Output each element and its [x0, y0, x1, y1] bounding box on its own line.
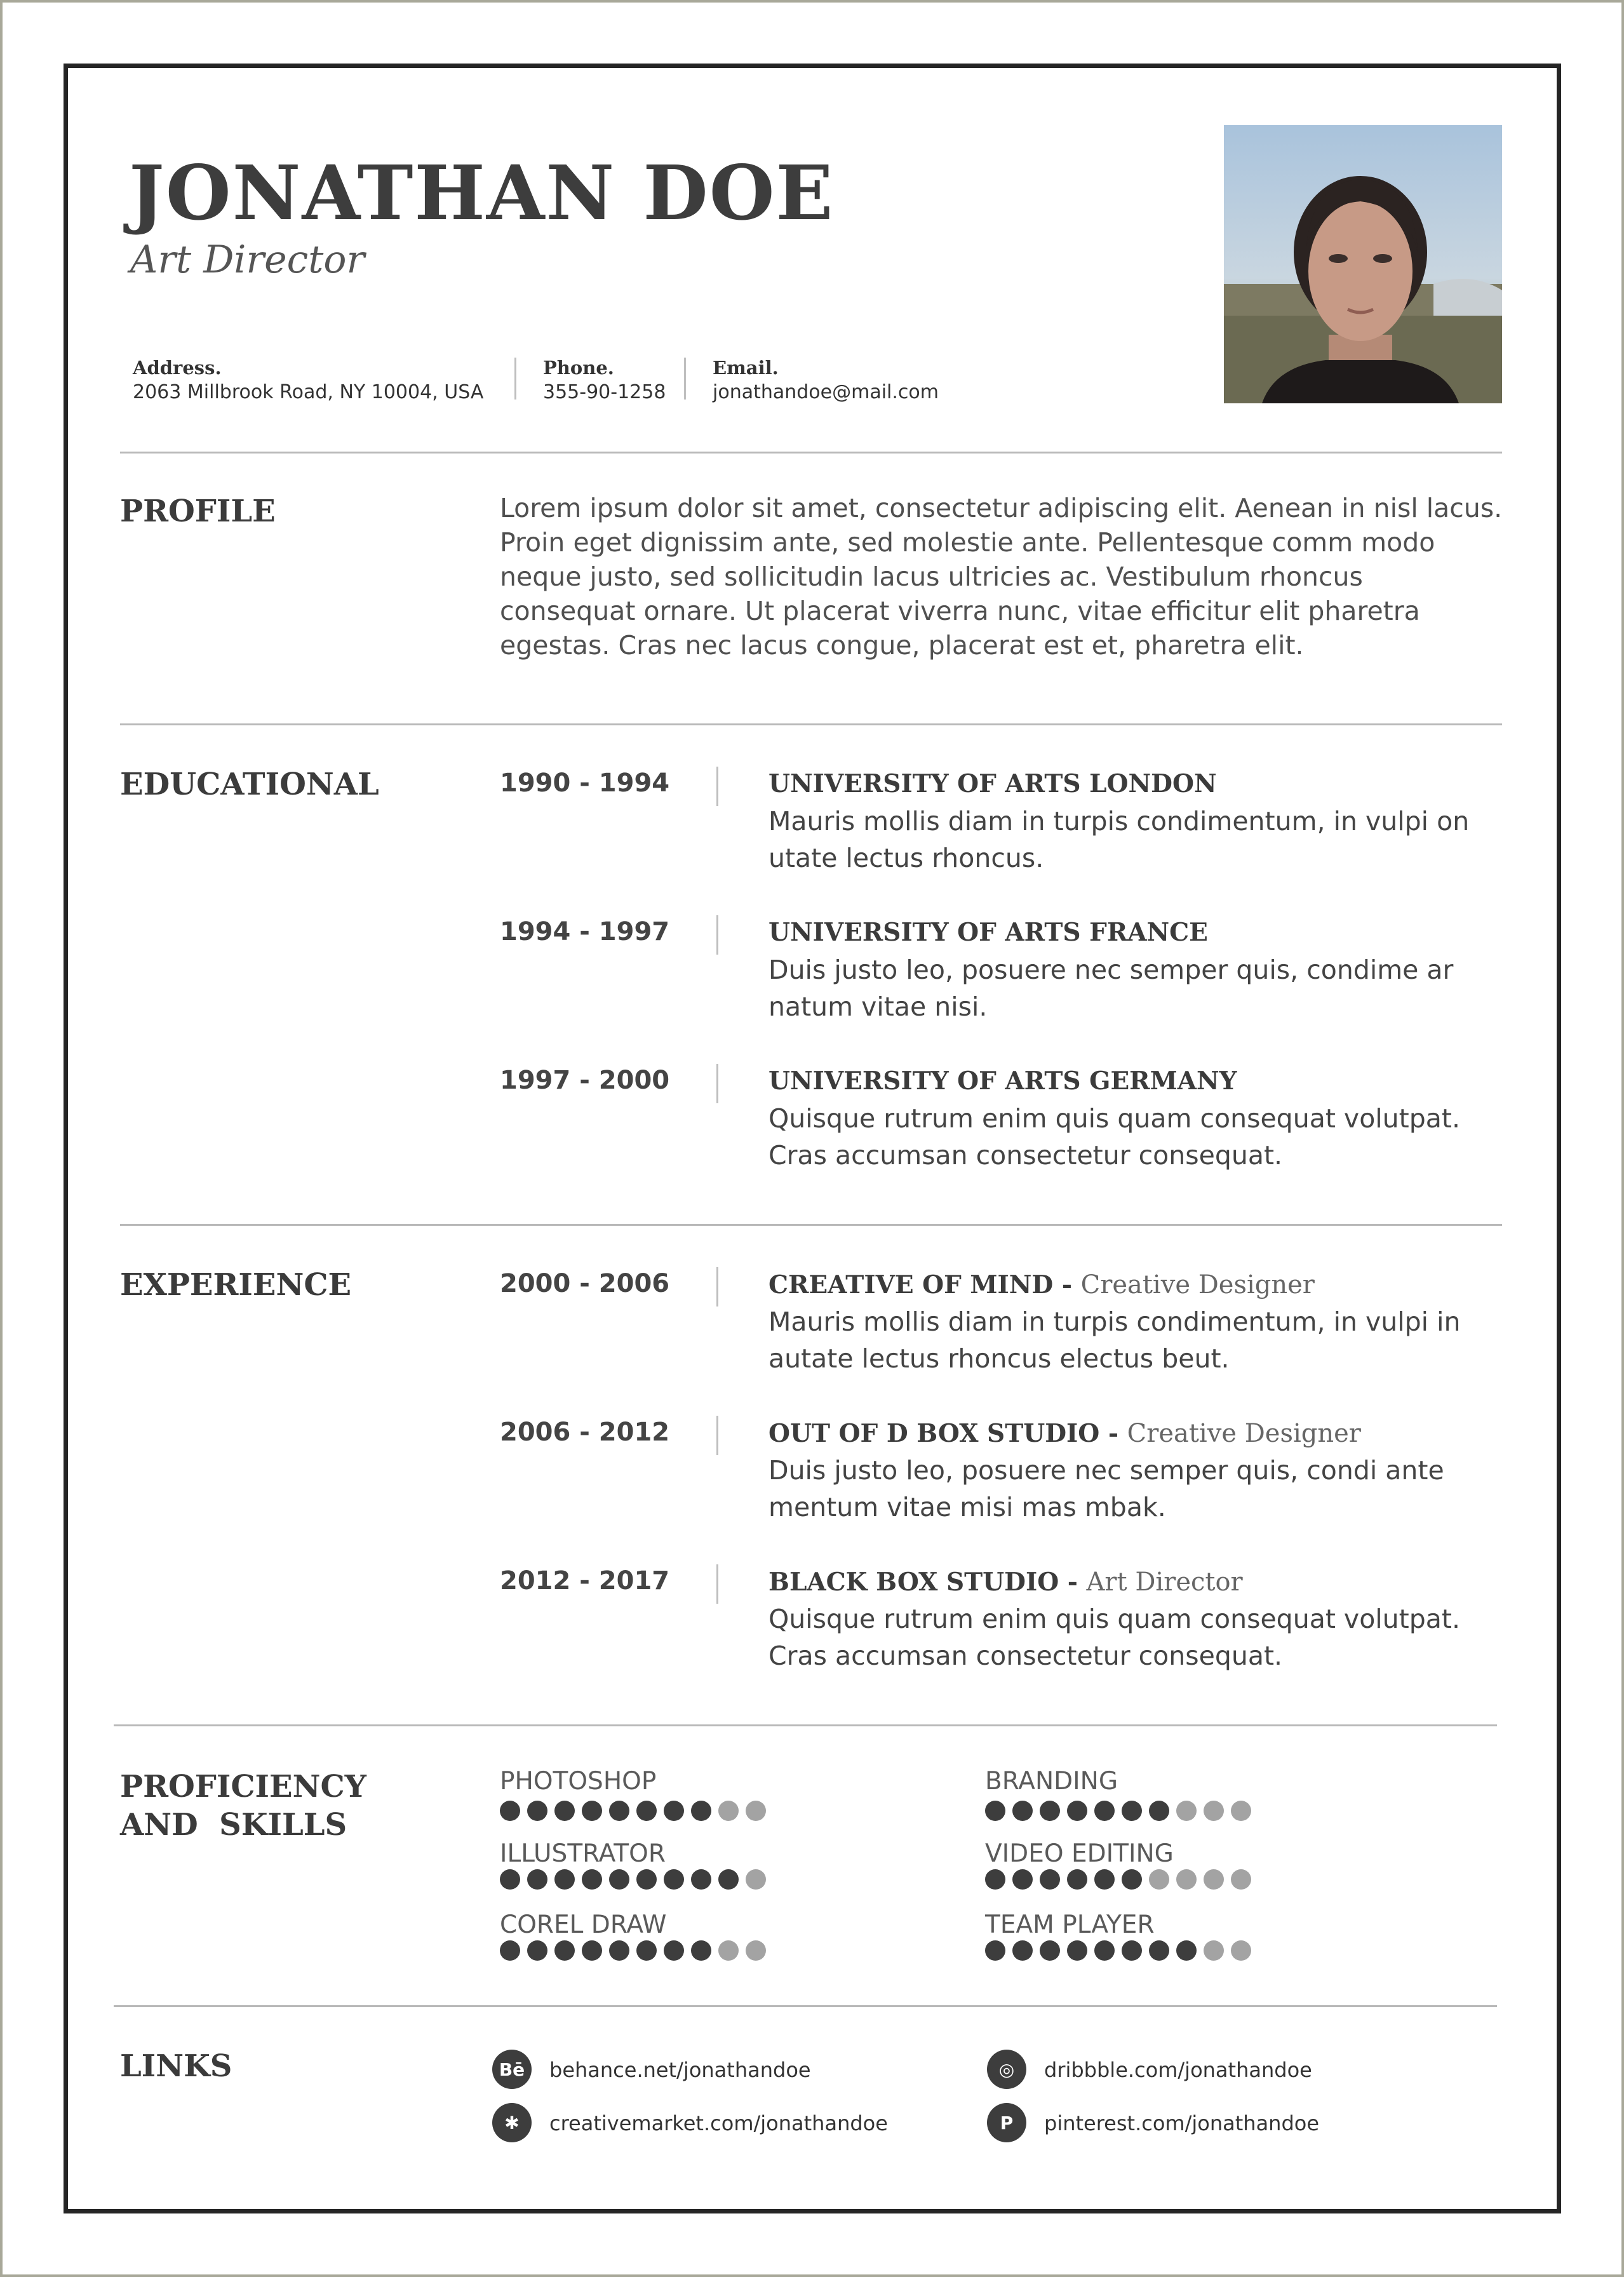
- rating-dot-filled: [1094, 1940, 1115, 1961]
- skill-name: ILLUSTRATOR: [500, 1839, 666, 1868]
- creativemarket-link[interactable]: creativemarket.com/jonathandoe: [549, 2111, 888, 2135]
- rating-dot-filled: [1094, 1869, 1115, 1890]
- company-name: OUT OF D BOX STUDIO -: [768, 1419, 1119, 1448]
- skill-name: BRANDING: [985, 1767, 1118, 1796]
- behance-link[interactable]: behance.net/jonathandoe: [549, 2058, 811, 2082]
- rating-dot-filled: [636, 1801, 657, 1821]
- skill-rating: [500, 1940, 766, 1961]
- rating-dot-filled: [1122, 1940, 1142, 1961]
- education-school: UNIVERSITY OF ARTS GERMANY: [768, 1066, 1237, 1096]
- rating-dot-filled: [554, 1801, 575, 1821]
- rating-dot-filled: [636, 1869, 657, 1890]
- rating-dot-filled: [1149, 1940, 1169, 1961]
- rating-dot-filled: [582, 1801, 602, 1821]
- experience-desc: Duis justo leo, posuere nec semper quis, condi ante mentum vitae misi mas mbak.: [768, 1455, 1444, 1522]
- rating-dot-filled: [1012, 1869, 1033, 1890]
- experience-years: 2012 - 2017: [500, 1566, 670, 1595]
- experience-years: 2000 - 2006: [500, 1269, 670, 1298]
- job-role: Creative Designer: [1080, 1270, 1315, 1300]
- candidate-role: Art Director: [130, 238, 365, 282]
- rating-dot-filled: [527, 1940, 547, 1961]
- rating-dot-empty: [1204, 1940, 1224, 1961]
- section-divider: [114, 1724, 1497, 1726]
- rating-dot-filled: [527, 1801, 547, 1821]
- section-divider: [120, 723, 1502, 725]
- education-desc: Quisque rutrum enim quis quam consequat volutpat. Cras accumsan consectetur consequat.: [768, 1103, 1460, 1171]
- rating-dot-filled: [691, 1801, 711, 1821]
- entry-divider: [716, 1416, 718, 1455]
- company-name: CREATIVE OF MIND -: [768, 1270, 1073, 1300]
- address-label: Address.: [133, 357, 222, 379]
- rating-dot-empty: [1231, 1801, 1251, 1821]
- experience-company: [768, 1421, 1361, 1446]
- candidate-name: JONATHAN DOE: [129, 149, 835, 237]
- job-role: Art Director: [1086, 1568, 1243, 1597]
- rating-dot-empty: [1176, 1869, 1197, 1890]
- rating-dot-filled: [664, 1801, 684, 1821]
- education-years: 1994 - 1997: [500, 917, 670, 946]
- rating-dot-filled: [985, 1940, 1005, 1961]
- rating-dot-filled: [1067, 1940, 1087, 1961]
- rating-dot-filled: [554, 1940, 575, 1961]
- rating-dot-filled: [664, 1940, 684, 1961]
- experience-heading: EXPERIENCE: [120, 1267, 352, 1303]
- rating-dot-empty: [746, 1869, 766, 1890]
- rating-dot-filled: [500, 1869, 520, 1890]
- rating-dot-filled: [1094, 1801, 1115, 1821]
- rating-dot-filled: [1067, 1801, 1087, 1821]
- rating-dot-filled: [664, 1869, 684, 1890]
- company-name: BLACK BOX STUDIO -: [768, 1568, 1078, 1597]
- experience-desc: Mauris mollis diam in turpis condimentum, in vulpi in autate lectus rhoncus electus beut.: [768, 1306, 1461, 1374]
- skill-rating: [985, 1940, 1251, 1961]
- rating-dot-filled: [500, 1801, 520, 1821]
- rating-dot-filled: [718, 1869, 739, 1890]
- rating-dot-filled: [609, 1869, 629, 1890]
- entry-divider: [716, 767, 718, 806]
- skills-heading-line2: AND SKILLS: [120, 1807, 347, 1843]
- rating-dot-filled: [1040, 1940, 1060, 1961]
- rating-dot-filled: [1012, 1940, 1033, 1961]
- links-heading: LINKS: [120, 2048, 232, 2084]
- phone-value: 355-90-1258: [543, 381, 666, 403]
- rating-dot-filled: [609, 1801, 629, 1821]
- dribbble-icon: ◎: [987, 2050, 1026, 2089]
- experience-company: [768, 1569, 1243, 1595]
- rating-dot-filled: [985, 1801, 1005, 1821]
- skill-name: VIDEO EDITING: [985, 1839, 1174, 1868]
- profile-heading: PROFILE: [120, 494, 276, 529]
- rating-dot-empty: [1204, 1801, 1224, 1821]
- rating-dot-filled: [1122, 1869, 1142, 1890]
- rating-dot-filled: [1149, 1801, 1169, 1821]
- education-heading: EDUCATIONAL: [120, 767, 379, 802]
- profile-photo: [1224, 125, 1502, 403]
- rating-dot-empty: [1149, 1869, 1169, 1890]
- skill-name: COREL DRAW: [500, 1911, 667, 1939]
- skill-rating: [985, 1869, 1251, 1890]
- phone-label: Phone.: [543, 357, 614, 379]
- experience-company: [768, 1272, 1315, 1298]
- rating-dot-filled: [1122, 1801, 1142, 1821]
- rating-dot-empty: [746, 1940, 766, 1961]
- skill-rating: [985, 1801, 1251, 1821]
- behance-icon: Bē: [492, 2050, 532, 2089]
- dribbble-link[interactable]: dribbble.com/jonathandoe: [1044, 2058, 1312, 2082]
- education-years: 1997 - 2000: [500, 1066, 670, 1095]
- skills-heading-line1: PROFICIENCY: [120, 1769, 366, 1804]
- section-divider: [120, 452, 1502, 453]
- rating-dot-empty: [1231, 1869, 1251, 1890]
- education-desc: Duis justo leo, posuere nec semper quis, condime ar natum vitae nisi.: [768, 955, 1454, 1022]
- rating-dot-filled: [985, 1869, 1005, 1890]
- pinterest-link[interactable]: pinterest.com/jonathandoe: [1044, 2111, 1320, 2135]
- skills-heading: [120, 1768, 366, 1844]
- creativemarket-icon: ✱: [492, 2103, 532, 2142]
- section-divider: [120, 1224, 1502, 1226]
- entry-divider: [716, 1564, 718, 1604]
- pinterest-icon: P: [987, 2103, 1026, 2142]
- rating-dot-empty: [718, 1801, 739, 1821]
- contact-divider: [684, 358, 686, 400]
- entry-divider: [716, 1267, 718, 1306]
- rating-dot-filled: [582, 1940, 602, 1961]
- education-years: 1990 - 1994: [500, 769, 670, 798]
- rating-dot-filled: [691, 1940, 711, 1961]
- rating-dot-filled: [1040, 1869, 1060, 1890]
- rating-dot-filled: [527, 1869, 547, 1890]
- rating-dot-empty: [1204, 1869, 1224, 1890]
- skill-rating: [500, 1801, 766, 1821]
- rating-dot-filled: [691, 1869, 711, 1890]
- address-value: 2063 Millbrook Road, NY 10004, USA: [133, 381, 484, 403]
- education-school: UNIVERSITY OF ARTS FRANCE: [768, 918, 1208, 947]
- experience-years: 2006 - 2012: [500, 1418, 670, 1447]
- rating-dot-filled: [636, 1940, 657, 1961]
- rating-dot-empty: [718, 1940, 739, 1961]
- skill-rating: [500, 1869, 766, 1890]
- section-divider: [114, 2005, 1497, 2007]
- email-label: Email.: [713, 357, 779, 379]
- rating-dot-empty: [1176, 1801, 1197, 1821]
- entry-divider: [716, 915, 718, 955]
- rating-dot-filled: [609, 1940, 629, 1961]
- skill-name: TEAM PLAYER: [985, 1911, 1155, 1939]
- rating-dot-filled: [1012, 1801, 1033, 1821]
- experience-desc: Quisque rutrum enim quis quam consequat volutpat. Cras accumsan consectetur consequat.: [768, 1604, 1460, 1671]
- profile-text: Lorem ipsum dolor sit amet, consectetur adipiscing elit. Aenean in nisl lacus. Proin eget dignissim ante, sed molestie ante. Pellentesque comm modo neque justo, sed sollicitudin lacus ultricies ac. Vestibulum rhoncus consequat ornare. Ut placerat viverra nunc, vitae efficitur elit pharetra egestas. Cras nec lacus congue, placerat est et, pharetra elit.: [500, 493, 1503, 661]
- rating-dot-filled: [1040, 1801, 1060, 1821]
- rating-dot-filled: [1176, 1940, 1197, 1961]
- rating-dot-filled: [500, 1940, 520, 1961]
- entry-divider: [716, 1064, 718, 1103]
- rating-dot-filled: [554, 1869, 575, 1890]
- education-school: UNIVERSITY OF ARTS LONDON: [768, 769, 1217, 798]
- education-desc: Mauris mollis diam in turpis condimentum, in vulpi on utate lectus rhoncus.: [768, 806, 1470, 873]
- email-value: jonathandoe@mail.com: [713, 381, 939, 403]
- rating-dot-filled: [582, 1869, 602, 1890]
- skill-name: PHOTOSHOP: [500, 1767, 657, 1796]
- rating-dot-empty: [746, 1801, 766, 1821]
- contact-divider: [514, 358, 516, 400]
- rating-dot-filled: [1067, 1869, 1087, 1890]
- job-role: Creative Designer: [1127, 1419, 1361, 1448]
- resume-page: [64, 64, 1561, 2213]
- rating-dot-empty: [1231, 1940, 1251, 1961]
